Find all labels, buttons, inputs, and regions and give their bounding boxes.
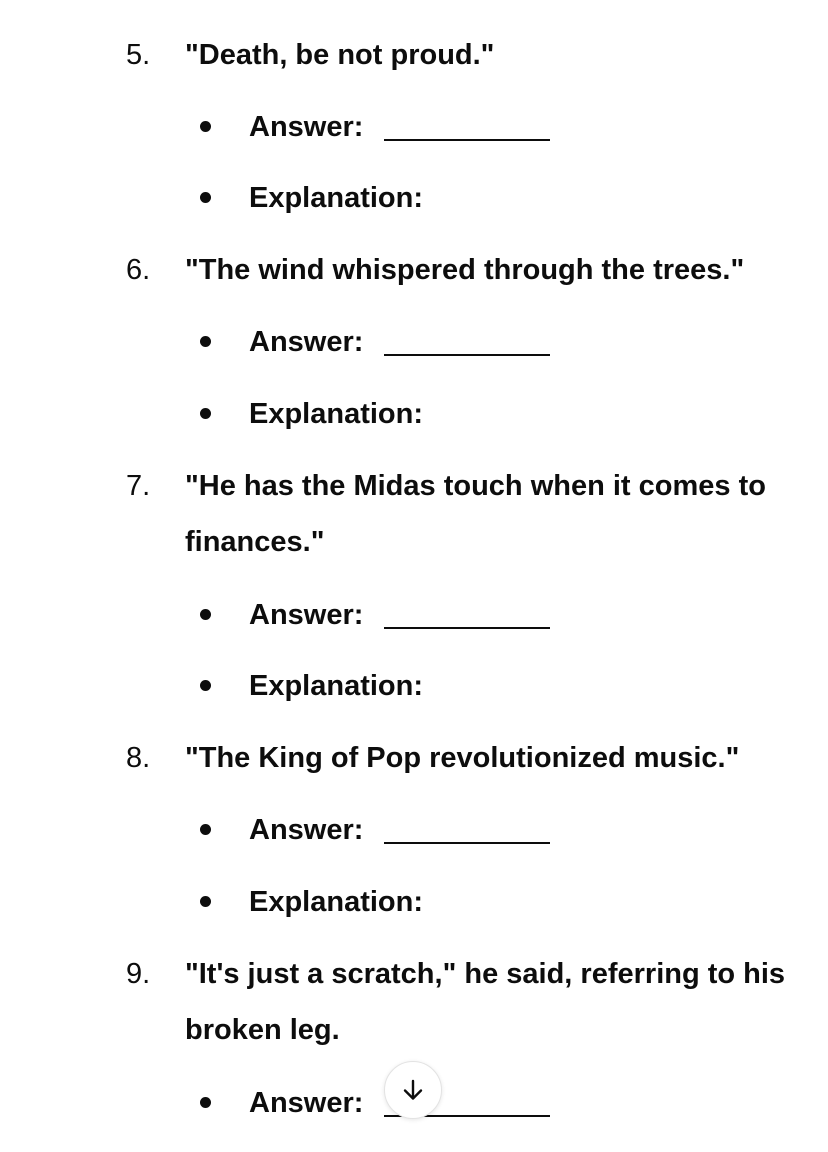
item-number: 9. [126, 958, 151, 990]
answer-label: Answer: [249, 814, 364, 846]
bullet-icon [200, 336, 211, 347]
explanation-line [0, 882, 828, 922]
answer-blank [384, 627, 550, 629]
answer-label: Answer: [249, 326, 364, 358]
bullet-icon [200, 408, 211, 419]
answer-blank [384, 139, 550, 141]
answer-label: Answer: [249, 111, 364, 143]
answer-blank [384, 842, 550, 844]
explanation-line [0, 666, 828, 706]
answer-label: Answer: [249, 599, 364, 631]
bullet-icon [200, 680, 211, 691]
bullet-icon [200, 192, 211, 203]
explanation-label: Explanation: [249, 670, 424, 702]
explanation-line [0, 178, 828, 218]
question-text: "The wind whispered through the trees." [185, 254, 745, 286]
answer-blank [384, 354, 550, 356]
scroll-to-bottom-button[interactable] [384, 1061, 442, 1119]
item-number: 8. [126, 742, 151, 774]
question-text: "Death, be not proud." [185, 39, 495, 71]
bullet-icon [200, 609, 211, 620]
answer-label: Answer: [249, 1087, 364, 1119]
bullet-icon [200, 896, 211, 907]
bullet-icon [200, 1097, 211, 1108]
item-number: 7. [126, 470, 151, 502]
bullet-icon [200, 824, 211, 835]
answer-line [0, 107, 828, 147]
bullet-icon [200, 121, 211, 132]
question-text: "He has the Midas touch when it comes to finances." [185, 470, 766, 558]
answer-line [0, 810, 828, 850]
question-text: "It's just a scratch," he said, referring to his broken leg. [185, 958, 786, 1046]
answer-line [0, 322, 828, 362]
arrow-down-icon [402, 1078, 424, 1102]
item-number: 5. [126, 39, 151, 71]
answer-line [0, 595, 828, 635]
explanation-label: Explanation: [249, 886, 424, 918]
question-text: "The King of Pop revolutionized music." [185, 742, 740, 774]
item-number: 6. [126, 254, 151, 286]
explanation-label: Explanation: [249, 182, 424, 214]
explanation-line [0, 394, 828, 434]
explanation-label: Explanation: [249, 398, 424, 430]
